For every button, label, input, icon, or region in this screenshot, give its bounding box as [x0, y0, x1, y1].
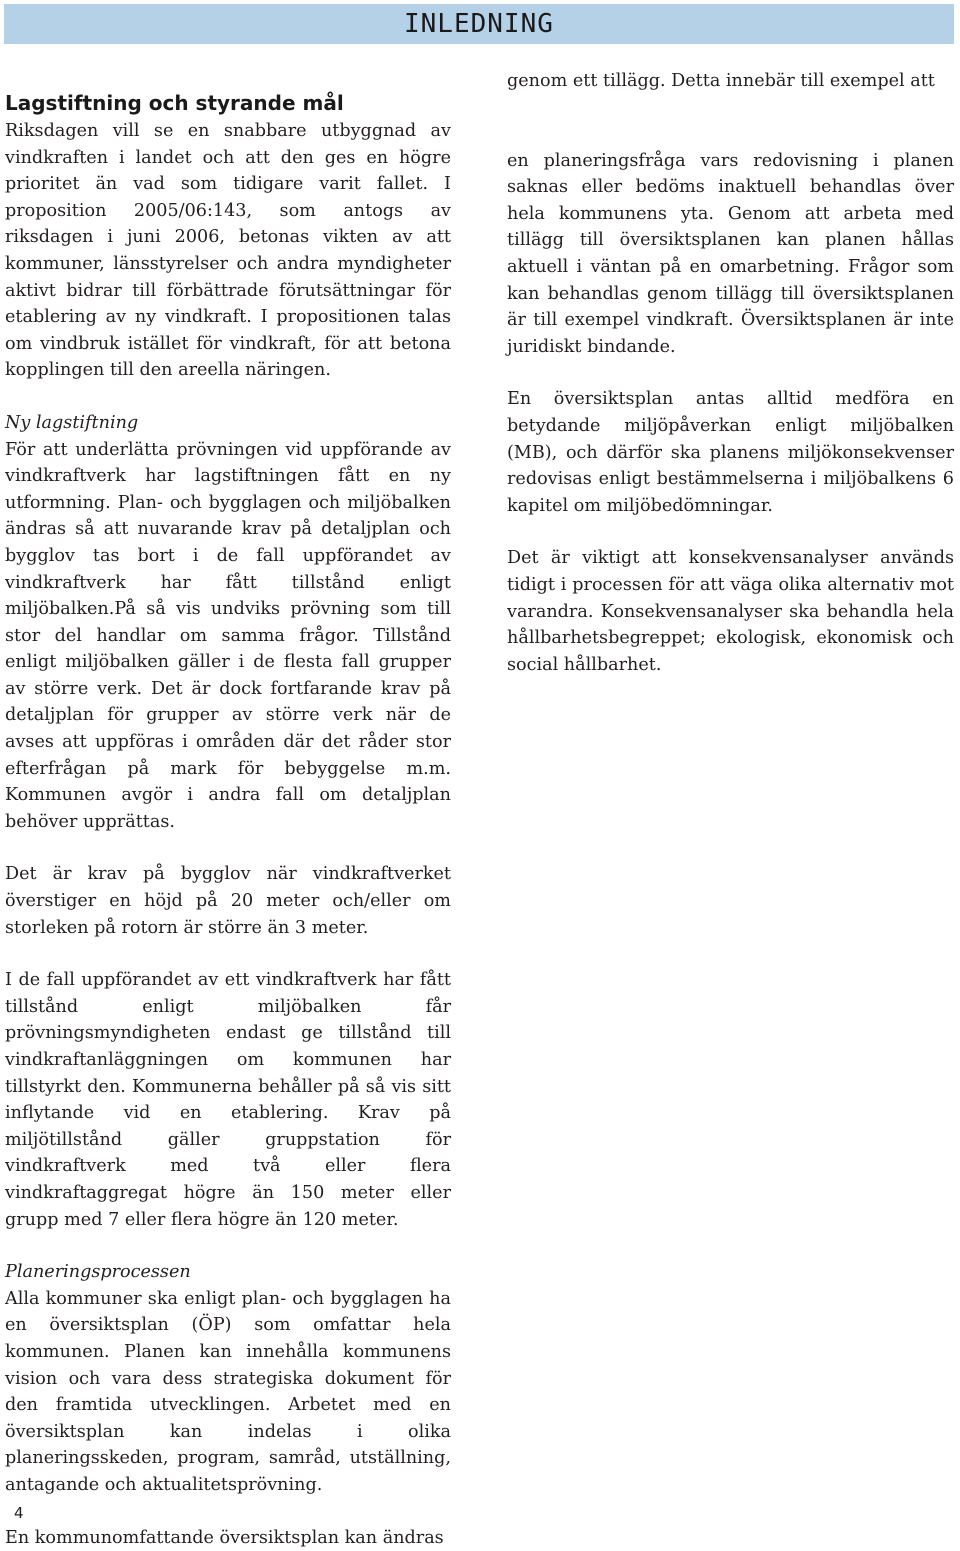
- paragraph-lagstiftning: För att underlätta prövningen vid uppförande av vindkraftverk har lagstiftningen fått en ny utformning. Plan- och bygglagen och miljöbalken ändras så att nuvarande krav på detaljplan och bygglov tas bort i de fall uppförandet av vindkraftverk har fått tillstånd enligt miljöbalken.På så vis undviks prövning som till stor del handlar om samma frågor. Tillstånd enligt miljöbalken gäller i de flesta fall grupper av större verk. Det är dock fortfarande krav på detaljplan för grupper av större verk när de avses att uppföras i områden där det råder stor efterfrågan på mark för bebyggelse m.m. Kommunen avgör i andra fall om detaljplan behöver upprättas.: [5, 437, 451, 836]
- subheading-planeringsprocessen: Planeringsprocessen: [5, 1259, 451, 1286]
- paragraph-miljopaverkan: En översiktsplan antas alltid medföra en betydande miljöpåverkan enligt miljöbalken (MB), och därför ska planens miljökonsekvenser redovisas enligt bestämmelserna i miljöbalkens 6 kapitel om miljöbedömningar.: [507, 386, 954, 519]
- left-column: [5, 88, 451, 1551]
- paragraph-tillstand: I de fall uppförandet av ett vindkraftverk har fått tillstånd enligt miljöbalken får prövningsmyndigheten endast ge tillstånd till vindkraftanläggningen om kommunen har tillstyrkt den. Kommunerna behåller på så vis sitt inflytande vid en etablering. Krav på miljötillstånd gäller gruppstation för vindkraftverk med två eller flera vindkraftaggregat högre än 150 meter eller grupp med 7 eller flera högre än 120 meter.: [5, 967, 451, 1233]
- paragraph-planeringsfraga: en planeringsfråga vars redovisning i planen saknas eller bedöms inaktuell behandlas över hela kommunens yta. Genom att arbeta med tillägg till översiktsplanen kan planen hållas aktuell i väntan på en omarbetning. Frågor som kan behandlas genom tillägg till översiktsplanen är till exempel vindkraft. Översiktsplanen är inte juridiskt bindande.: [507, 148, 954, 361]
- paragraph-oversiktsplan: Alla kommuner ska enligt plan- och bygglagen ha en översiktsplan (ÖP) som omfattar hela kommunen. Planen kan innehålla kommunens vision och vara dess strategiska dokument för den framtida utvecklingen. Arbetet med en översiktsplan kan indelas i olika planeringsskeden, program, samråd, utställning, antagande och aktualitetsprövning.: [5, 1286, 451, 1499]
- section-heading: Lagstiftning och styrande mål: [5, 88, 451, 118]
- paragraph-intro: Riksdagen vill se en snabbare utbyggnad av vindkraften i landet och att den ges en högre prioritet än vad som tidigare varit fallet. I proposition 2005/06:143, som antogs av riksdagen i juni 2006, betonas vikten av att kommuner, länsstyrelser och andra myndigheter aktivt bidrar till förbättrade förutsättningar för etablering av ny vindkraft. I propositionen talas om vindbruk istället för vindkraft, för att betona kopplingen till den areella näringen.: [5, 118, 451, 384]
- paragraph-konsekvensanalyser: Det är viktigt att konsekvensanalyser används tidigt i processen för att väga olika alternativ mot varandra. Konsekvensanalyser ska behandla hela hållbarhetsbegreppet; ekologisk, ekonomisk och social hållbarhet.: [507, 545, 954, 678]
- paragraph-tillagg: genom ett tillägg. Detta innebär till exempel att: [507, 68, 954, 95]
- paragraph-bygglov: Det är krav på bygglov när vindkraftverket överstiger en höjd på 20 meter och/eller om storleken på rotorn är större än 3 meter.: [5, 861, 451, 941]
- page-number: 4: [14, 1504, 24, 1522]
- subheading-ny-lagstiftning: Ny lagstiftning: [5, 410, 451, 437]
- right-column: [507, 68, 954, 678]
- paragraph-andras: En kommunomfattande översiktsplan kan ändras: [5, 1525, 451, 1551]
- page-title: INLEDNING: [404, 6, 554, 42]
